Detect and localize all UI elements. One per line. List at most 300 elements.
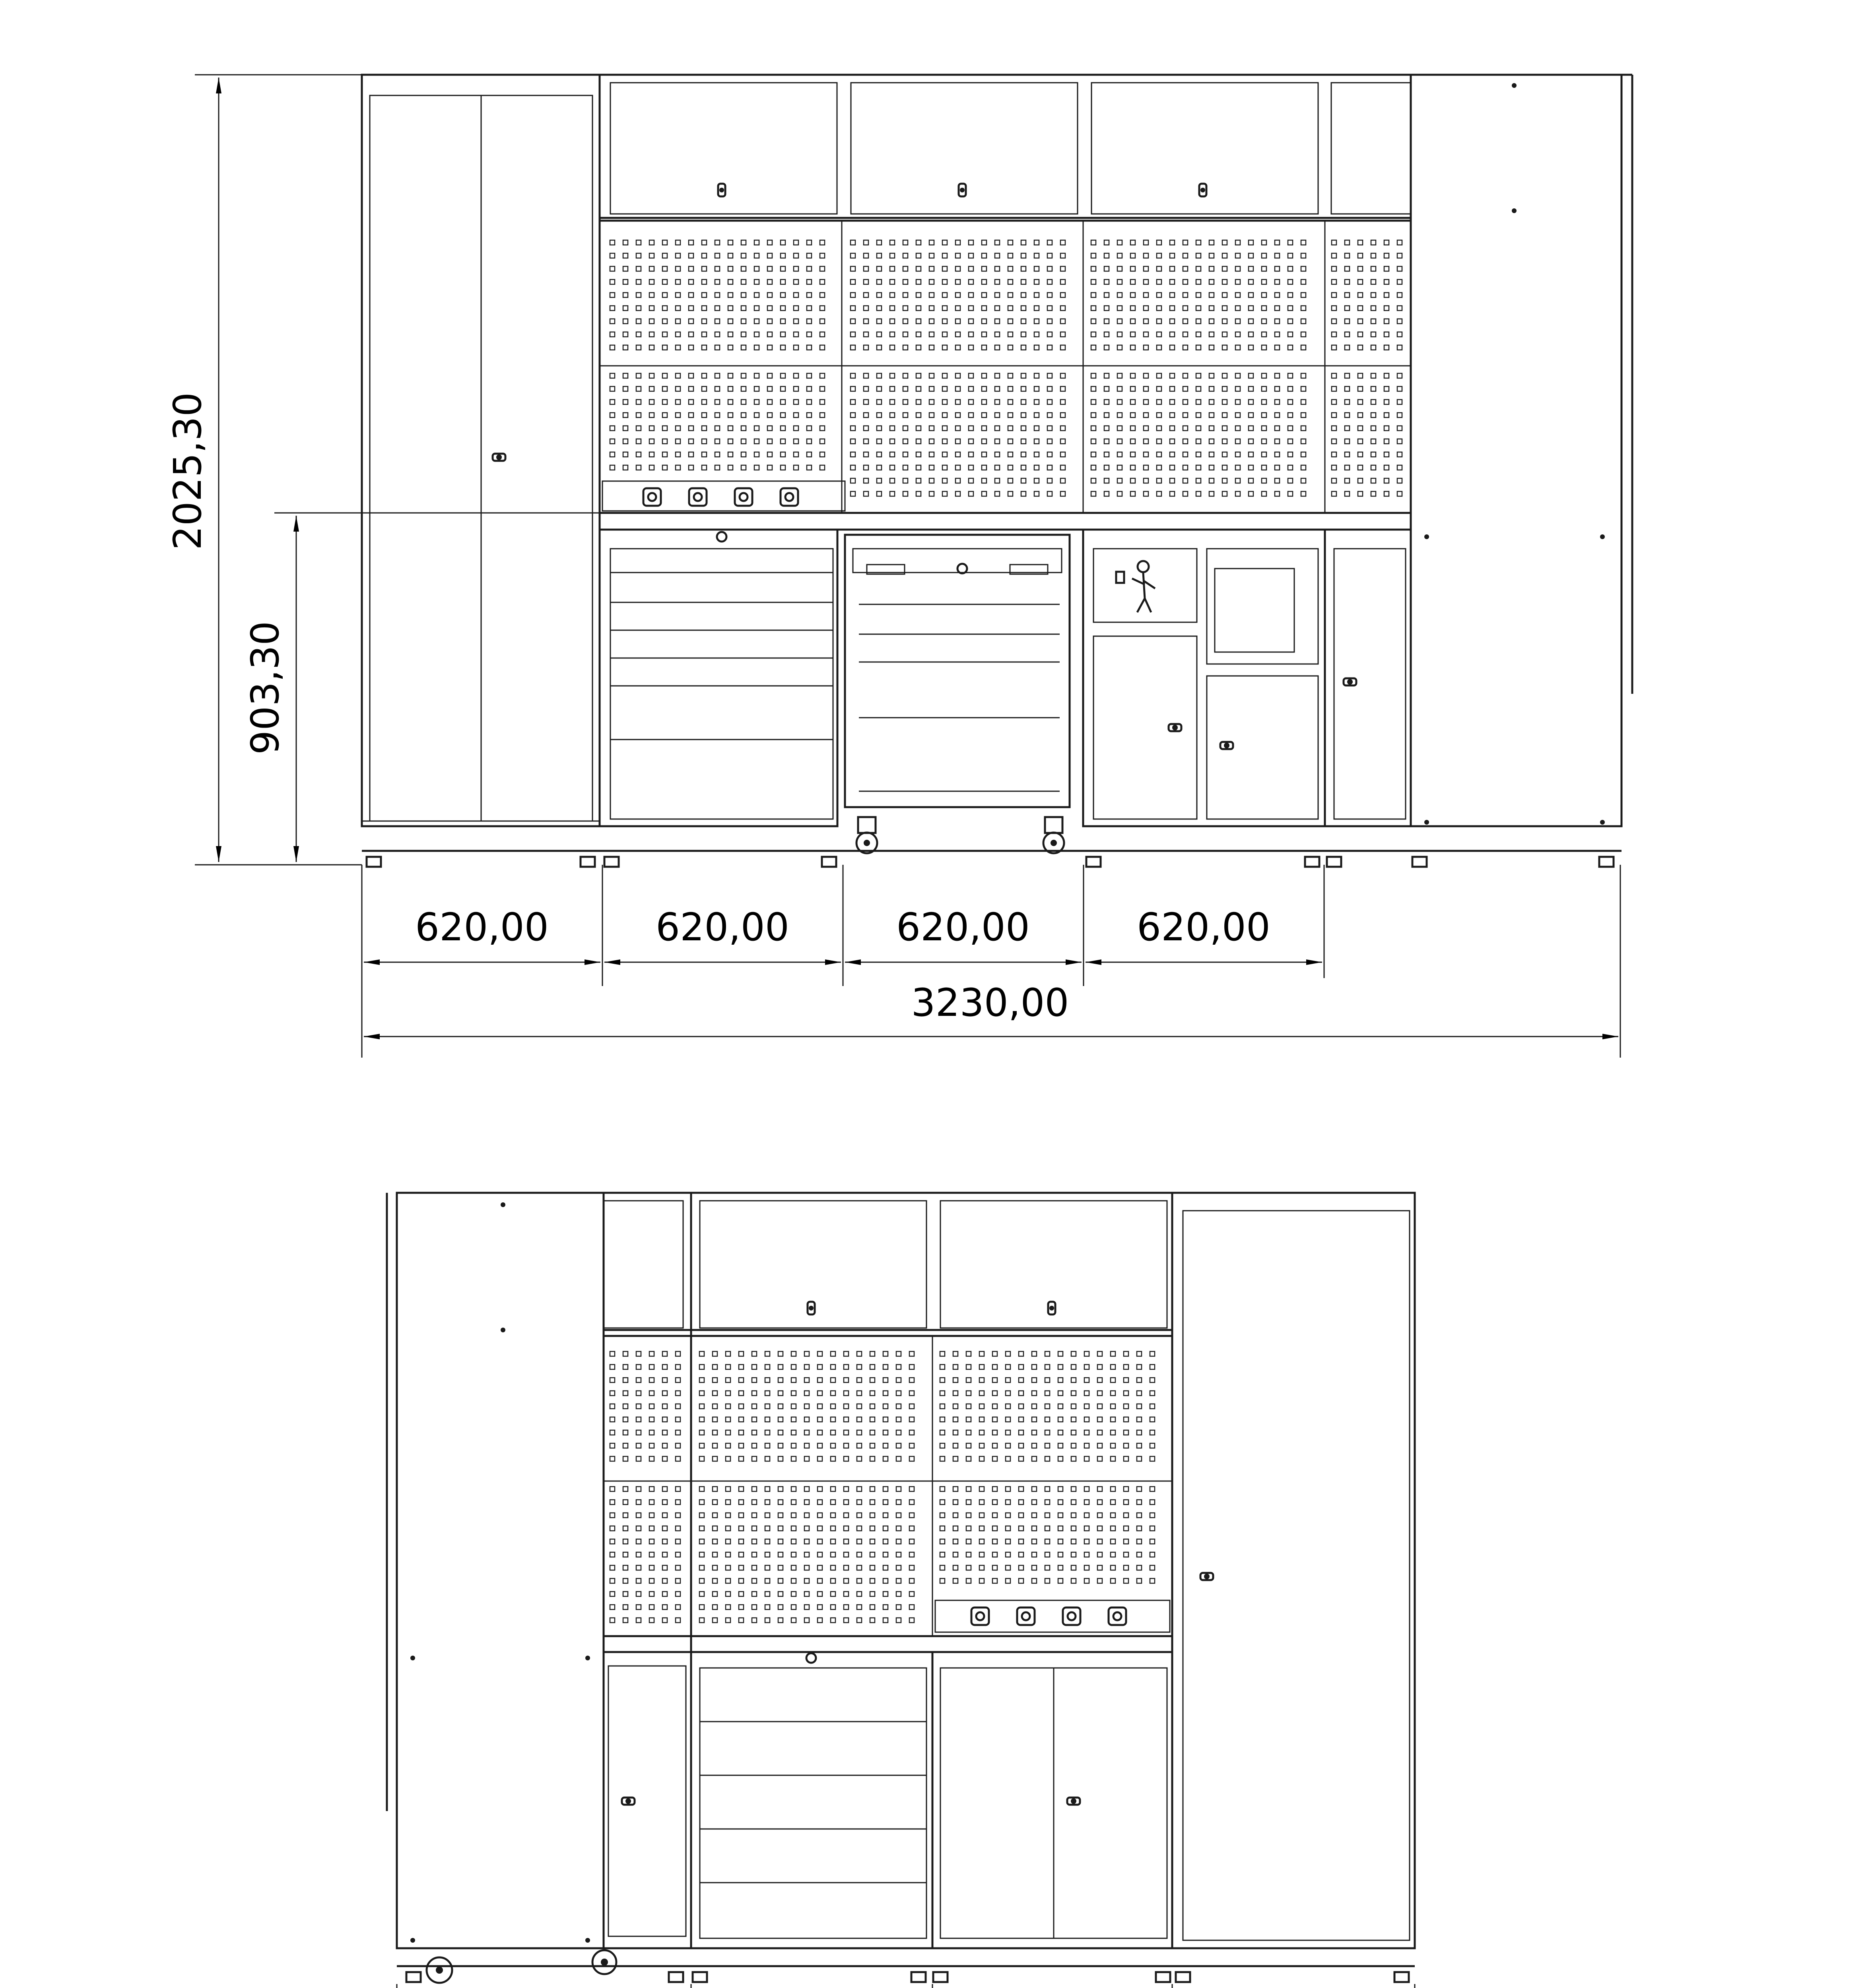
peg-hole	[1130, 319, 1135, 324]
peg-hole	[929, 439, 934, 444]
peg-hole	[844, 1404, 849, 1409]
peg-hole	[1332, 240, 1336, 245]
peg-hole	[896, 1605, 901, 1609]
peg-hole	[890, 413, 895, 417]
peg-hole	[662, 1539, 667, 1544]
peg-hole	[1345, 439, 1350, 444]
peg-hole	[820, 373, 825, 378]
peg-hole	[1091, 293, 1096, 297]
waste-bin-cabinet	[1083, 530, 1325, 826]
peg-hole	[820, 280, 825, 284]
peg-hole	[890, 439, 895, 444]
peg-hole	[778, 1378, 783, 1382]
peg-hole	[1183, 478, 1188, 483]
peg-hole	[979, 1552, 984, 1557]
peg-hole	[623, 293, 628, 297]
peg-hole	[1183, 426, 1188, 431]
peg-hole	[1262, 400, 1266, 404]
peg-hole	[728, 439, 733, 444]
peg-hole	[741, 319, 746, 324]
peg-hole	[1021, 373, 1026, 378]
peg-hole	[649, 1443, 654, 1448]
peg-hole	[767, 439, 772, 444]
peg-hole	[1117, 373, 1122, 378]
peg-hole	[1137, 1351, 1142, 1356]
peg-hole	[844, 1391, 849, 1396]
peg-hole	[676, 1456, 680, 1461]
peg-hole	[896, 1565, 901, 1570]
peg-hole	[1384, 400, 1389, 404]
peg-hole	[765, 1391, 770, 1396]
peg-hole	[1008, 319, 1013, 324]
peg-hole	[1060, 280, 1065, 284]
peg-hole	[1332, 373, 1336, 378]
peg-hole	[969, 452, 973, 457]
peg-hole	[870, 1443, 875, 1448]
peg-hole	[1150, 1351, 1155, 1356]
peg-hole	[676, 386, 680, 391]
peg-hole	[778, 1552, 783, 1557]
peg-hole	[726, 1565, 730, 1570]
peg-hole	[818, 1578, 822, 1583]
peg-hole	[754, 386, 759, 391]
peg-hole	[728, 306, 733, 311]
peg-hole	[676, 1391, 680, 1396]
height-dimensions	[165, 75, 600, 865]
peg-hole	[929, 266, 934, 271]
peg-hole	[1249, 240, 1253, 245]
peg-hole	[713, 1404, 717, 1409]
peg-hole	[794, 413, 798, 417]
peg-hole	[1275, 253, 1280, 258]
peg-hole	[610, 1618, 615, 1623]
peg-hole	[1021, 240, 1026, 245]
peg-hole	[752, 1578, 757, 1583]
peg-hole	[636, 426, 641, 431]
peg-hole	[610, 240, 615, 245]
peg-hole	[804, 1417, 809, 1422]
peg-hole	[702, 373, 707, 378]
peg-hole	[699, 1430, 704, 1435]
peg-hole	[1196, 491, 1201, 496]
peg-hole	[1235, 332, 1240, 337]
peg-hole	[1045, 1565, 1050, 1570]
pegboard-panels	[600, 221, 1411, 513]
peg-hole	[883, 1592, 888, 1596]
peg-hole	[857, 1378, 862, 1382]
peg-hole	[1032, 1487, 1037, 1491]
peg-hole	[1222, 373, 1227, 378]
peg-hole	[1288, 478, 1293, 483]
peg-hole	[676, 1443, 680, 1448]
peg-hole	[916, 386, 921, 391]
peg-hole	[1384, 280, 1389, 284]
peg-hole	[1262, 386, 1266, 391]
peg-hole	[1104, 266, 1109, 271]
peg-hole	[1084, 1391, 1089, 1396]
peg-hole	[1150, 1404, 1155, 1409]
peg-hole	[1047, 413, 1052, 417]
peg-hole	[1097, 1487, 1102, 1491]
peg-hole	[636, 345, 641, 350]
peg-hole	[804, 1487, 809, 1491]
peg-hole	[767, 253, 772, 258]
peg-hole	[778, 1365, 783, 1369]
peg-hole	[1209, 253, 1214, 258]
peg-hole	[1275, 280, 1280, 284]
peg-hole	[1047, 478, 1052, 483]
peg-hole	[942, 345, 947, 350]
peg-hole	[916, 452, 921, 457]
peg-hole	[1371, 253, 1376, 258]
peg-hole	[715, 240, 720, 245]
peg-hole	[896, 1404, 901, 1409]
peg-hole	[662, 1513, 667, 1518]
peg-hole	[1371, 491, 1376, 496]
peg-hole	[929, 426, 934, 431]
peg-hole	[676, 306, 680, 311]
peg-hole	[623, 1618, 628, 1623]
peg-hole	[1144, 465, 1148, 470]
peg-hole	[1130, 293, 1135, 297]
peg-hole	[1301, 280, 1306, 284]
peg-hole	[1345, 426, 1350, 431]
peg-hole	[1058, 1417, 1063, 1422]
peg-hole	[662, 1456, 667, 1461]
peg-hole	[831, 1539, 835, 1544]
peg-hole	[1371, 280, 1376, 284]
peg-hole	[1047, 439, 1052, 444]
peg-hole	[728, 332, 733, 337]
peg-hole	[1150, 1456, 1155, 1461]
peg-hole	[831, 1430, 835, 1435]
peg-hole	[1045, 1552, 1050, 1557]
peg-hole	[794, 319, 798, 324]
peg-hole	[636, 1456, 641, 1461]
peg-hole	[1170, 280, 1175, 284]
peg-hole	[1150, 1487, 1155, 1491]
peg-hole	[1071, 1365, 1076, 1369]
peg-hole	[1097, 1513, 1102, 1518]
peg-hole	[1045, 1404, 1050, 1409]
peg-hole	[1019, 1391, 1023, 1396]
peg-hole	[649, 1487, 654, 1491]
peg-hole	[1235, 266, 1240, 271]
peg-hole	[715, 345, 720, 350]
peg-hole	[676, 1618, 680, 1623]
peg-hole	[831, 1487, 835, 1491]
peg-hole	[699, 1443, 704, 1448]
peg-hole	[1124, 1500, 1128, 1505]
peg-hole	[1019, 1443, 1023, 1448]
peg-hole	[1084, 1378, 1089, 1382]
peg-hole	[715, 319, 720, 324]
peg-hole	[636, 306, 641, 311]
peg-hole	[804, 1539, 809, 1544]
peg-hole	[1384, 373, 1389, 378]
peg-hole	[1157, 413, 1161, 417]
peg-hole	[1084, 1513, 1089, 1518]
peg-hole	[715, 373, 720, 378]
peg-hole	[791, 1565, 796, 1570]
peg-hole	[1288, 439, 1293, 444]
peg-hole	[909, 1378, 914, 1382]
peg-hole	[953, 1487, 958, 1491]
peg-hole	[1262, 439, 1266, 444]
peg-hole	[1117, 439, 1122, 444]
peg-hole	[929, 319, 934, 324]
peg-hole	[877, 332, 882, 337]
peg-hole	[1111, 1404, 1115, 1409]
peg-hole	[1124, 1565, 1128, 1570]
peg-hole	[1301, 426, 1306, 431]
peg-hole	[807, 439, 812, 444]
peg-hole	[1150, 1578, 1155, 1583]
peg-hole	[953, 1351, 958, 1356]
peg-hole	[1345, 465, 1350, 470]
peg-hole	[1249, 478, 1253, 483]
peg-hole	[1358, 306, 1363, 311]
peg-hole	[851, 491, 855, 496]
peg-hole	[1091, 452, 1096, 457]
peg-hole	[1150, 1565, 1155, 1570]
peg-hole	[982, 306, 987, 311]
peg-hole	[982, 345, 987, 350]
peg-hole	[649, 1430, 654, 1435]
peg-hole	[1288, 293, 1293, 297]
peg-hole	[741, 306, 746, 311]
peg-hole	[636, 253, 641, 258]
peg-hole	[844, 1552, 849, 1557]
peg-hole	[754, 332, 759, 337]
peg-hole	[1097, 1526, 1102, 1531]
peg-hole	[831, 1578, 835, 1583]
peg-hole	[857, 1404, 862, 1409]
peg-hole	[1130, 439, 1135, 444]
peg-hole	[955, 345, 960, 350]
peg-hole	[1288, 491, 1293, 496]
peg-hole	[1111, 1513, 1115, 1518]
tool-holder-icon	[971, 1607, 989, 1625]
peg-hole	[741, 373, 746, 378]
peg-hole	[636, 1592, 641, 1596]
peg-hole	[781, 345, 785, 350]
peg-hole	[1384, 426, 1389, 431]
peg-hole	[1137, 1500, 1142, 1505]
peg-hole	[636, 1618, 641, 1623]
peg-hole	[1235, 319, 1240, 324]
peg-hole	[623, 1500, 628, 1505]
peg-hole	[713, 1351, 717, 1356]
peg-hole	[1209, 439, 1214, 444]
peg-hole	[992, 1378, 997, 1382]
peg-hole	[676, 373, 680, 378]
peg-hole	[702, 280, 707, 284]
peg-hole	[1047, 491, 1052, 496]
peg-hole	[995, 373, 1000, 378]
peg-hole	[1301, 266, 1306, 271]
peg-hole	[916, 345, 921, 350]
peg-hole	[1091, 439, 1096, 444]
peg-hole	[995, 465, 1000, 470]
peg-hole	[778, 1443, 783, 1448]
peg-hole	[1091, 426, 1096, 431]
peg-hole	[1196, 478, 1201, 483]
peg-hole	[1358, 386, 1363, 391]
peg-hole	[1196, 253, 1201, 258]
peg-hole	[820, 332, 825, 337]
peg-hole	[1130, 465, 1135, 470]
peg-hole	[890, 319, 895, 324]
peg-hole	[765, 1513, 770, 1518]
peg-hole	[804, 1618, 809, 1623]
peg-hole	[1060, 240, 1065, 245]
peg-hole	[1084, 1526, 1089, 1531]
peg-hole	[1345, 413, 1350, 417]
peg-hole	[870, 1526, 875, 1531]
peg-hole	[864, 400, 868, 404]
peg-hole	[791, 1526, 796, 1531]
peg-hole	[969, 465, 973, 470]
peg-hole	[1222, 253, 1227, 258]
peg-hole	[992, 1552, 997, 1557]
lock-icon	[1048, 1302, 1055, 1314]
peg-hole	[929, 413, 934, 417]
peg-hole	[940, 1378, 945, 1382]
peg-hole	[610, 1487, 615, 1491]
peg-hole	[807, 293, 812, 297]
peg-hole	[1111, 1365, 1115, 1369]
peg-hole	[715, 426, 720, 431]
peg-hole	[676, 319, 680, 324]
peg-hole	[903, 426, 908, 431]
peg-hole	[1117, 478, 1122, 483]
peg-hole	[992, 1526, 997, 1531]
peg-hole	[929, 386, 934, 391]
peg-hole	[1021, 293, 1026, 297]
peg-hole	[1045, 1430, 1050, 1435]
peg-hole	[636, 319, 641, 324]
peg-hole	[982, 465, 987, 470]
peg-hole	[844, 1417, 849, 1422]
peg-hole	[662, 1618, 667, 1623]
door-handle-icon	[493, 454, 505, 461]
peg-hole	[715, 465, 720, 470]
plinth-feet-bottom	[397, 1966, 1415, 1982]
peg-hole	[1117, 345, 1122, 350]
peg-hole	[955, 240, 960, 245]
peg-hole	[713, 1430, 717, 1435]
peg-hole	[610, 1430, 615, 1435]
peg-hole	[1034, 240, 1039, 245]
peg-hole	[916, 266, 921, 271]
peg-hole	[1170, 491, 1175, 496]
peg-hole	[636, 1487, 641, 1491]
peg-hole	[1058, 1351, 1063, 1356]
peg-hole	[1008, 373, 1013, 378]
peg-hole	[979, 1513, 984, 1518]
peg-hole	[896, 1592, 901, 1596]
peg-hole	[765, 1417, 770, 1422]
peg-hole	[804, 1456, 809, 1461]
peg-hole	[953, 1526, 958, 1531]
peg-hole	[781, 400, 785, 404]
peg-hole	[1034, 373, 1039, 378]
levelling-foot-icon	[1086, 857, 1101, 867]
peg-hole	[649, 1391, 654, 1396]
peg-hole	[1006, 1351, 1010, 1356]
peg-hole	[649, 386, 654, 391]
peg-hole	[820, 400, 825, 404]
peg-hole	[1262, 319, 1266, 324]
peg-hole	[877, 465, 882, 470]
peg-hole	[831, 1443, 835, 1448]
peg-hole	[1170, 465, 1175, 470]
peg-hole	[831, 1378, 835, 1382]
peg-hole	[929, 280, 934, 284]
peg-hole	[765, 1605, 770, 1609]
peg-hole	[676, 293, 680, 297]
peg-hole	[982, 413, 987, 417]
peg-hole	[955, 319, 960, 324]
peg-hole	[715, 306, 720, 311]
peg-hole	[966, 1513, 971, 1518]
top-elevation	[165, 75, 1632, 1058]
peg-hole	[992, 1365, 997, 1369]
peg-hole	[1222, 426, 1227, 431]
peg-hole	[699, 1351, 704, 1356]
tool-holder-icon	[1063, 1607, 1080, 1625]
peg-hole	[1124, 1526, 1128, 1531]
peg-hole	[610, 1351, 615, 1356]
peg-hole	[909, 1391, 914, 1396]
peg-hole	[1301, 400, 1306, 404]
peg-hole	[909, 1443, 914, 1448]
peg-hole	[942, 400, 947, 404]
tall-cabinet-left	[362, 75, 600, 826]
peg-hole	[699, 1365, 704, 1369]
peg-hole	[715, 400, 720, 404]
peg-hole	[982, 373, 987, 378]
peg-hole	[877, 413, 882, 417]
peg-hole	[623, 1443, 628, 1448]
peg-hole	[807, 266, 812, 271]
peg-hole	[754, 439, 759, 444]
peg-hole	[1034, 332, 1039, 337]
peg-hole	[1130, 240, 1135, 245]
peg-hole	[1183, 240, 1188, 245]
peg-hole	[662, 293, 667, 297]
peg-hole	[1144, 439, 1148, 444]
peg-hole	[1021, 491, 1026, 496]
peg-hole	[754, 465, 759, 470]
peg-hole	[807, 345, 812, 350]
peg-hole	[1371, 319, 1376, 324]
peg-hole	[1032, 1578, 1037, 1583]
peg-hole	[739, 1526, 744, 1531]
peg-hole	[969, 478, 973, 483]
peg-hole	[1288, 266, 1293, 271]
peg-hole	[781, 452, 785, 457]
peg-hole	[1209, 240, 1214, 245]
peg-hole	[1157, 373, 1161, 378]
peg-hole	[916, 491, 921, 496]
peg-hole	[864, 240, 868, 245]
peg-hole	[1034, 465, 1039, 470]
peg-hole	[979, 1539, 984, 1544]
peg-hole	[1124, 1351, 1128, 1356]
peg-hole	[1111, 1487, 1115, 1491]
